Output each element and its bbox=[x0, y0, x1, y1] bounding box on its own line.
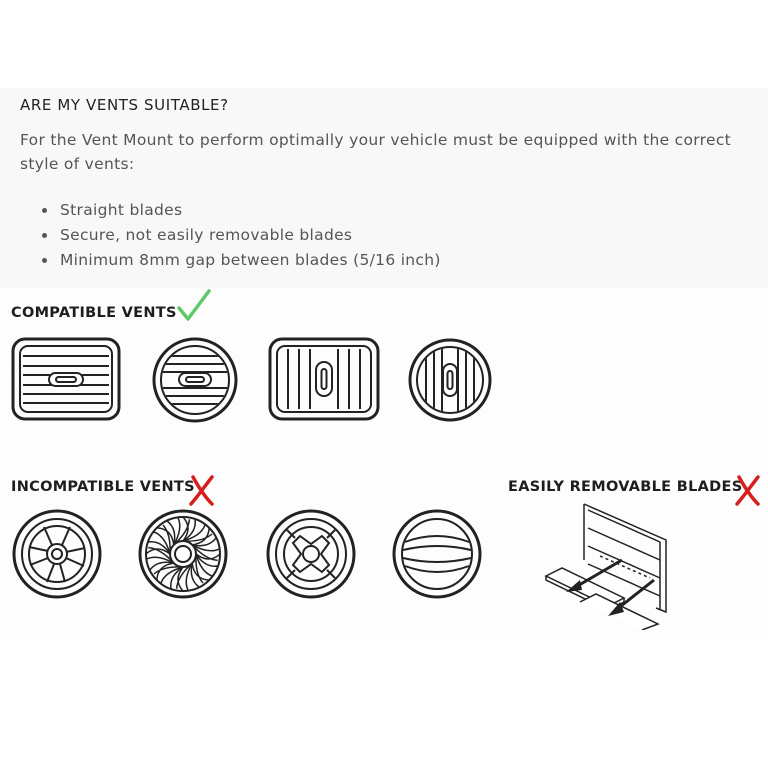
round-vertical-vent-icon bbox=[408, 336, 492, 424]
compatible-vents-label: COMPATIBLE VENTS bbox=[11, 305, 177, 321]
turbine-vent-icon bbox=[137, 508, 229, 600]
cross-vent-icon bbox=[265, 508, 357, 600]
intro-text: For the Vent Mount to perform optimally your vehicle must be equipped with the correct style of vents: bbox=[20, 131, 732, 173]
check-icon bbox=[176, 288, 212, 322]
removable-blades-label: EASILY REMOVABLE BLADES bbox=[508, 479, 743, 495]
page-heading: ARE MY VENTS SUITABLE? bbox=[20, 96, 229, 114]
cross-icon bbox=[188, 474, 216, 506]
list-item: • Secure, not easily removable blades bbox=[58, 223, 441, 248]
requirements-list bbox=[38, 198, 441, 273]
square-vertical-vent-icon bbox=[268, 337, 380, 421]
spoke-wheel-vent-icon bbox=[11, 508, 103, 600]
ball-vent-icon bbox=[391, 508, 483, 600]
removable-blades-icon bbox=[540, 500, 672, 630]
incompatible-vents-label: INCOMPATIBLE VENTS bbox=[11, 479, 195, 495]
square-horizontal-vent-icon bbox=[11, 337, 121, 421]
list-item: • Straight blades bbox=[58, 198, 441, 223]
cross-icon bbox=[734, 474, 762, 506]
list-item: • Minimum 8mm gap between blades (5/16 inch) bbox=[58, 248, 441, 273]
round-horizontal-vent-icon bbox=[151, 336, 239, 424]
